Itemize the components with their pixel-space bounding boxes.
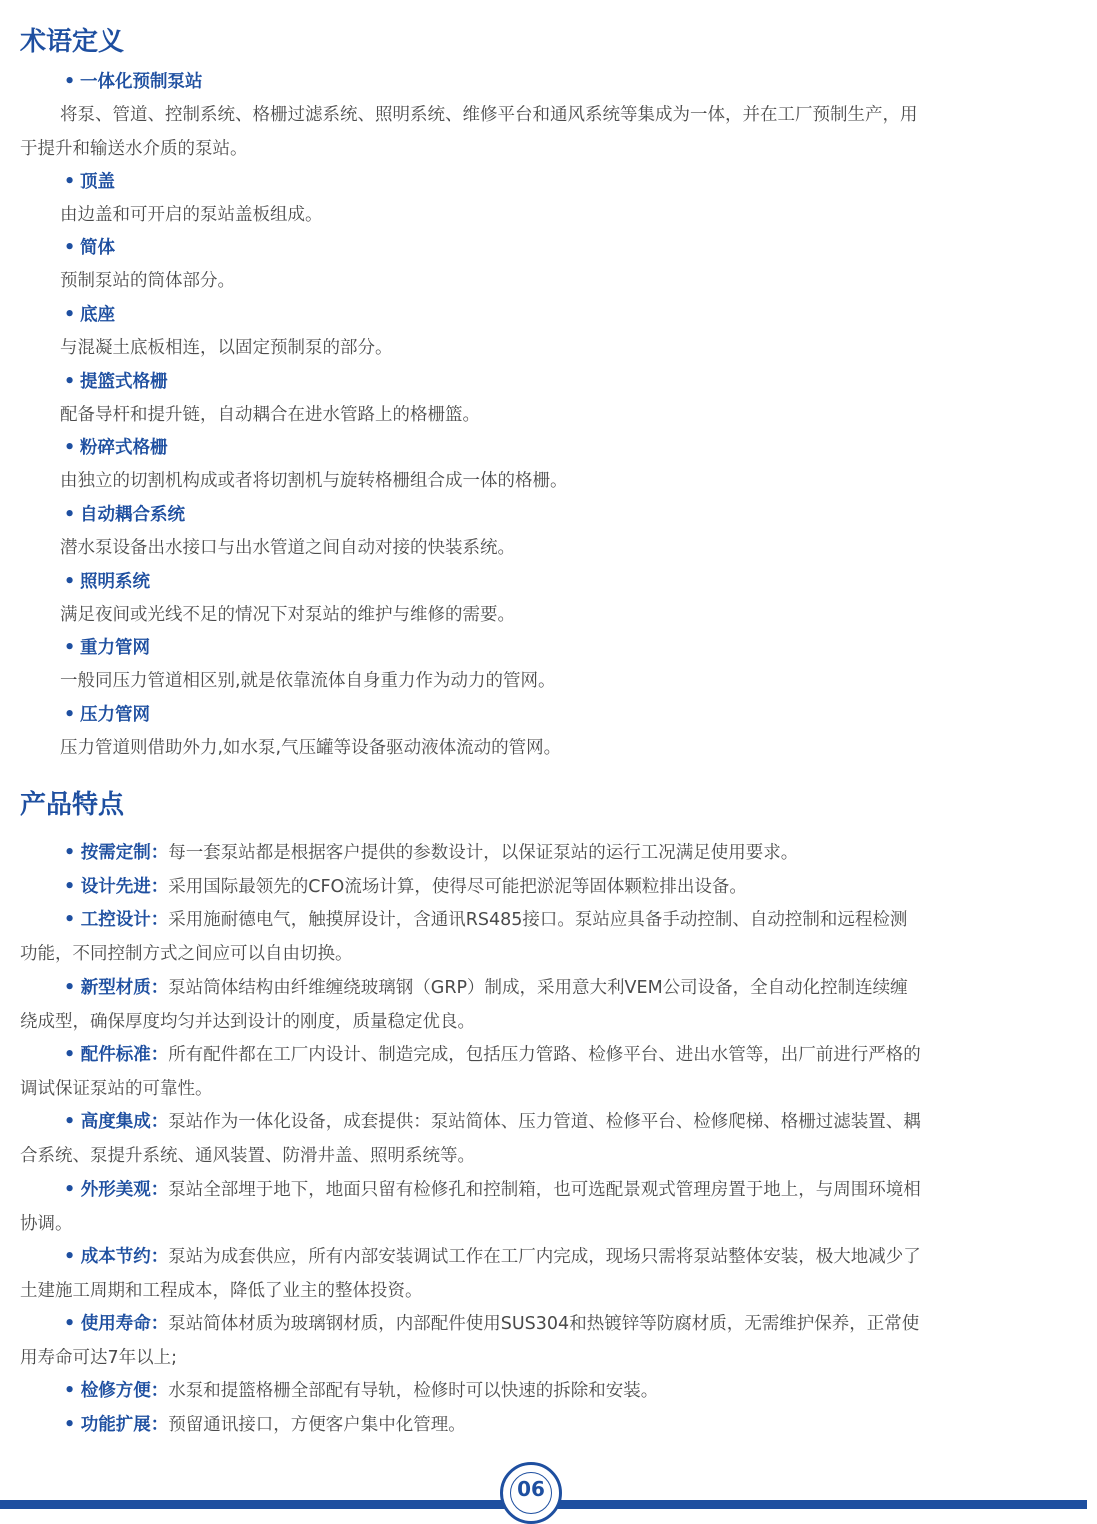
feature-item (20, 972, 1070, 1039)
bullet-dot: • (64, 305, 76, 325)
feature-item (20, 904, 1070, 971)
page-number: 06 (517, 1477, 545, 1501)
term-name-text: 粉碎式格栅 (80, 438, 168, 458)
feature-label: 配件标准： (80, 1045, 169, 1065)
feature-line (20, 972, 1070, 1006)
section-title-terms: 术语定义 (20, 27, 125, 57)
feature-text: 所有配件都在工厂内设计、制造完成，包括压力管路、检修平台、进出水管等，出厂前进行严格的 (168, 1045, 921, 1065)
bullet-dot: • (64, 1045, 76, 1065)
feature-label: 成本节约： (80, 1247, 169, 1267)
feature-text: 泵站为成套供应，所有内部安装调试工作在工厂内完成，现场只需将泵站整体安装，极大地减少了 (168, 1247, 921, 1267)
term-item (60, 499, 1074, 566)
feature-line (20, 837, 1070, 871)
bullet-dot: • (64, 172, 76, 192)
feature-text-continued: 协调。 (20, 1213, 73, 1234)
feature-item (20, 1308, 1070, 1375)
feature-text-continued: 合系统、泵提升系统、通风装置、防滑井盖、照明系统等。 (20, 1145, 475, 1166)
feature-item (20, 871, 1070, 905)
feature-line (20, 1174, 1070, 1208)
bullet-dot: • (64, 238, 76, 258)
feature-line (20, 1409, 1070, 1443)
feature-text: 泵站筒体结构由纤维缠绕玻璃钢（GRP）制成，采用意大利VEM公司设备，全自动化控制连续缠 (168, 978, 908, 998)
feature-text: 泵站简体材质为玻璃钢材质，内部配件使用SUS304和热镀锌等防腐材质，无需维护保养，正常使 (168, 1314, 920, 1334)
feature-item (20, 1174, 1070, 1241)
feature-text-continued: 调试保证泵站的可靠性。 (20, 1078, 213, 1099)
bullet-dot: • (64, 438, 76, 458)
feature-line (20, 904, 1070, 938)
feature-line (20, 1308, 1070, 1342)
term-item (60, 432, 1074, 499)
bullet-dot: • (64, 910, 76, 930)
term-item (60, 632, 1074, 699)
feature-item (20, 1106, 1070, 1173)
feature-text: 泵站全部埋于地下，地面只留有检修孔和控制箱，也可选配景观式管理房置于地上，与周围环境相 (168, 1180, 921, 1200)
feature-text: 每一套泵站都是根据客户提供的参数设计，以保证泵站的运行工况满足使用要求。 (168, 843, 799, 863)
term-item (60, 699, 1074, 766)
feature-line (20, 871, 1070, 905)
feature-label: 检修方便： (80, 1381, 169, 1401)
section-title-features: 产品特点 (20, 790, 125, 820)
feature-line (20, 1106, 1070, 1140)
feature-line (20, 1375, 1070, 1409)
feature-item (20, 1375, 1070, 1409)
term-definition: 配备导杆和提升链，自动耦合在进水管路上的格栅篮。 (60, 405, 480, 425)
term-name (64, 432, 1074, 465)
term-definition: 满足夜间或光线不足的情况下对泵站的维护与维修的需要。 (60, 605, 515, 625)
term-name-text: 提篮式格栅 (80, 372, 168, 392)
term-item (20, 66, 1074, 166)
bullet-dot: • (64, 1314, 76, 1334)
term-name (64, 566, 1074, 599)
bullet-dot: • (64, 505, 76, 525)
feature-item (20, 1039, 1070, 1106)
term-name-text: 简体 (80, 238, 115, 258)
bullet-dot: • (64, 638, 76, 658)
feature-item (20, 1241, 1070, 1308)
term-definition: 一般同压力管道相区别,就是依靠流体自身重力作为动力的管网。 (60, 671, 556, 691)
term-name-text: 顶盖 (80, 172, 115, 192)
term-name-text: 压力管网 (80, 705, 150, 725)
term-name-text: 自动耦合系统 (80, 505, 185, 525)
feature-item (20, 837, 1070, 871)
bullet-dot: • (64, 1415, 76, 1435)
feature-label: 高度集成： (80, 1112, 169, 1132)
term-definition: 预制泵站的筒体部分。 (60, 271, 235, 291)
bullet-dot: • (64, 1381, 76, 1401)
bullet-dot: • (64, 705, 76, 725)
feature-label: 功能扩展： (80, 1415, 169, 1435)
feature-text: 泵站作为一体化设备，成套提供：泵站简体、压力管道、检修平台、检修爬梯、格栅过滤装置、耦 (168, 1112, 921, 1132)
term-name (64, 299, 1074, 332)
term-definition: 压力管道则借助外力,如水泵,气压罐等设备驱动液体流动的管网。 (60, 738, 562, 758)
term-name (64, 66, 1074, 99)
term-name (64, 166, 1074, 199)
term-name-text: 重力管网 (80, 638, 150, 658)
bullet-dot: • (64, 372, 76, 392)
term-name-text: 一体化预制泵站 (80, 72, 203, 92)
term-name-text: 照明系统 (80, 572, 150, 592)
feature-text-continued: 土建施工周期和工程成本，降低了业主的整体投资。 (20, 1280, 423, 1301)
term-definition: 由边盖和可开启的泵站盖板组成。 (60, 205, 323, 225)
term-definition: 与混凝土底板相连，以固定预制泵的部分。 (60, 338, 393, 358)
feature-text: 预留通讯接口，方便客户集中化管理。 (168, 1415, 466, 1435)
term-item (60, 566, 1074, 633)
term-name (64, 699, 1074, 732)
term-item (60, 232, 1074, 299)
bullet-dot: • (64, 72, 76, 92)
feature-label: 外形美观： (80, 1180, 169, 1200)
feature-label: 按需定制： (80, 843, 169, 863)
bullet-dot: • (64, 978, 76, 998)
feature-text-continued: 绕成型，确保厚度均匀并达到设计的刚度，质量稳定优良。 (20, 1011, 475, 1032)
page-number-badge (500, 1462, 562, 1524)
term-name (64, 499, 1074, 532)
feature-text: 采用施耐德电气，触摸屏设计，含通讯RS485接口。泵站应具备手动控制、自动控制和远程检测 (168, 910, 908, 930)
term-definition: 将泵、管道、控制系统、格栅过滤系统、照明系统、维修平台和通风系统等集成为一体，并在工厂预制生产，用 (60, 105, 918, 125)
term-definition-continued: 于提升和输送水介质的泵站。 (20, 138, 248, 159)
feature-item (20, 1409, 1070, 1443)
feature-text: 采用国际最领先的CFO流场计算，使得尽可能把淤泥等固体颗粒排出设备。 (168, 877, 747, 897)
feature-line (20, 1039, 1070, 1073)
bullet-dot: • (64, 1112, 76, 1132)
bullet-dot: • (64, 1247, 76, 1267)
term-item (60, 299, 1074, 366)
term-definition: 由独立的切割机构成或者将切割机与旋转格栅组合成一体的格栅。 (60, 471, 568, 491)
bullet-dot: • (64, 572, 76, 592)
term-definition: 潜水泵设备出水接口与出水管道之间自动对接的快装系统。 (60, 538, 515, 558)
feature-label: 使用寿命： (80, 1314, 169, 1334)
feature-text: 水泵和提篮格栅全部配有导轨，检修时可以快速的拆除和安装。 (168, 1381, 659, 1401)
term-name-text: 底座 (80, 305, 115, 325)
feature-text-continued: 功能，不同控制方式之间应可以自由切换。 (20, 943, 353, 964)
term-name (64, 366, 1074, 399)
term-name (64, 632, 1074, 665)
feature-text-continued: 用寿命可达7年以上; (20, 1347, 178, 1368)
feature-label: 工控设计： (80, 910, 169, 930)
bullet-dot: • (64, 1180, 76, 1200)
term-item (60, 166, 1074, 233)
bullet-dot: • (64, 877, 76, 897)
term-item (60, 366, 1074, 433)
bullet-dot: • (64, 843, 76, 863)
feature-label: 新型材质： (80, 978, 169, 998)
term-name (64, 232, 1074, 265)
feature-label: 设计先进： (80, 877, 169, 897)
feature-line (20, 1241, 1070, 1275)
